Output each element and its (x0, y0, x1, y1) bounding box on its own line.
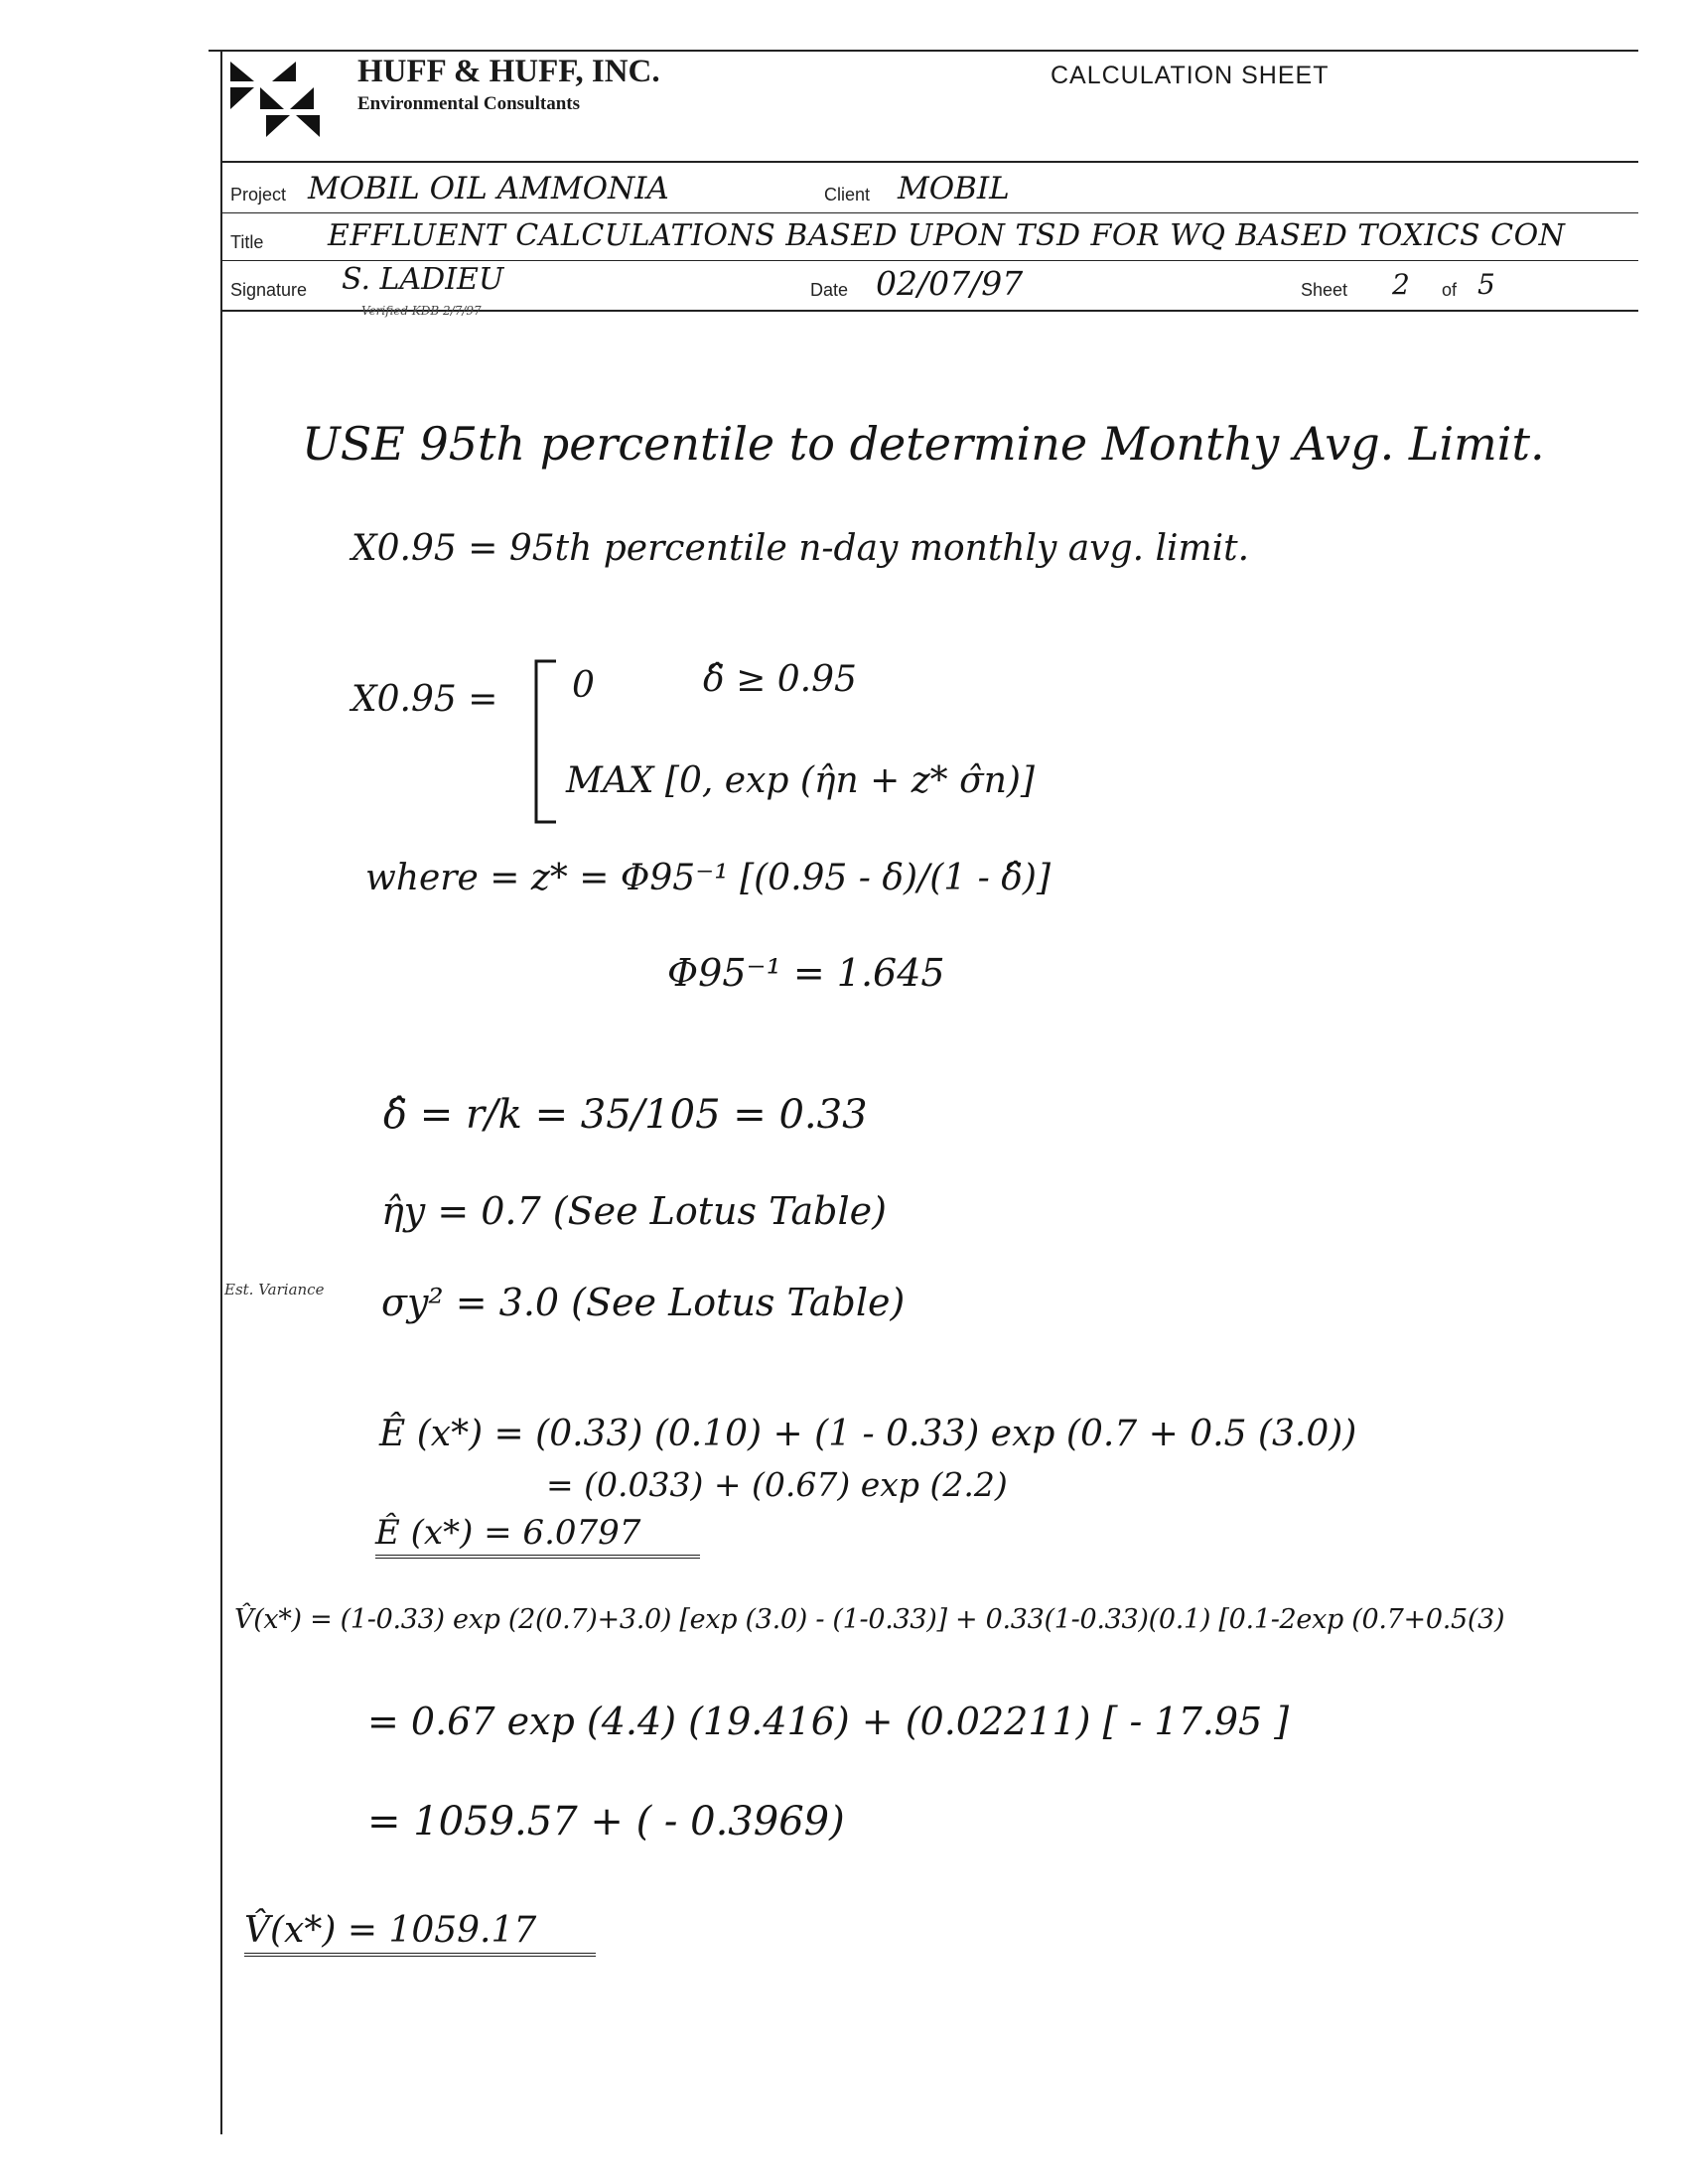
est-variance-note: Est. Variance (224, 1281, 325, 1298)
project-row-line (220, 212, 1638, 213)
sheet-label: Sheet (1301, 280, 1348, 300)
case1-value: 0 (572, 665, 595, 706)
intro-line: USE 95th percentile to determine Monthy Avg. Limit. (302, 417, 1545, 471)
company-logo-icon (226, 58, 344, 157)
company-name: HUFF & HUFF, INC. (357, 54, 660, 89)
left-margin-line (220, 50, 222, 2134)
date-label: Date (810, 280, 849, 300)
signature-value: S. LADIEU (342, 262, 504, 297)
client-label: Client (824, 185, 871, 205)
phi-line: Φ95⁻¹ = 1.645 (667, 951, 945, 995)
signature-label: Signature (230, 280, 308, 300)
expected-value-line2: = (0.033) + (0.67) exp (2.2) (546, 1465, 1008, 1504)
variance-result: V̂(x*) = 1059.17 (244, 1910, 596, 1957)
top-border-line (209, 50, 1638, 52)
variance-line3: = 1059.57 + ( - 0.3969) (367, 1799, 845, 1844)
title-row-line (220, 260, 1638, 261)
x095-lhs: X0.95 = (351, 679, 498, 720)
date-value: 02/07/97 (876, 264, 1024, 303)
variance-line2: = 0.67 exp (4.4) (19.416) + (0.02211) [ - 17.95 ] (367, 1700, 1290, 1743)
sheet-type-heading: CALCULATION SHEET (1051, 62, 1330, 89)
variance-line1: V̂(x*) = (1-0.33) exp (2(0.7)+3.0) [exp (3.0) - (1-0.33)] + 0.33(1-0.33)(0.1) [0.1-2exp (0.7+0.5(3) (234, 1604, 1505, 1635)
verified-note: Verified KDB 2/7/97 (361, 304, 482, 318)
title-value: EFFLUENT CALCULATIONS BASED UPON TSD FOR WQ BASED TOXICS CON (328, 218, 1566, 253)
expected-value-line1: Ê (x*) = (0.33) (0.10) + (1 - 0.33) exp (0.7 + 0.5 (3.0)) (379, 1414, 1357, 1454)
case1-condition: δ̂ ≥ 0.95 (703, 659, 857, 700)
sigma-line: σy² = 3.0 (See Lotus Table) (381, 1281, 906, 1324)
title-label: Title (230, 232, 264, 252)
eta-line: η̂y = 0.7 (See Lotus Table) (381, 1189, 887, 1233)
project-label: Project (230, 185, 287, 205)
delta-line: δ̂ = r/k = 35/105 = 0.33 (383, 1092, 868, 1138)
project-value: MOBIL OIL AMMONIA (308, 171, 669, 206)
client-value: MOBIL (898, 171, 1010, 206)
case-bracket (530, 657, 560, 826)
sheet-number: 2 (1392, 268, 1410, 301)
x095-definition: X0.95 = 95th percentile n-day monthly avg. limit. (351, 528, 1250, 569)
expected-value-result: Ê (x*) = 6.0797 (375, 1513, 700, 1559)
sheet-total: 5 (1477, 268, 1495, 301)
case2-expression: MAX [0, exp (η̂n + z* σ̂n)] (566, 760, 1035, 801)
where-line: where = z* = Φ95⁻¹ [(0.95 - δ)/(1 - δ̂)] (365, 858, 1051, 898)
company-subtitle: Environmental Consultants (357, 93, 581, 114)
of-label: of (1442, 280, 1458, 300)
header-bottom-line (220, 161, 1638, 163)
